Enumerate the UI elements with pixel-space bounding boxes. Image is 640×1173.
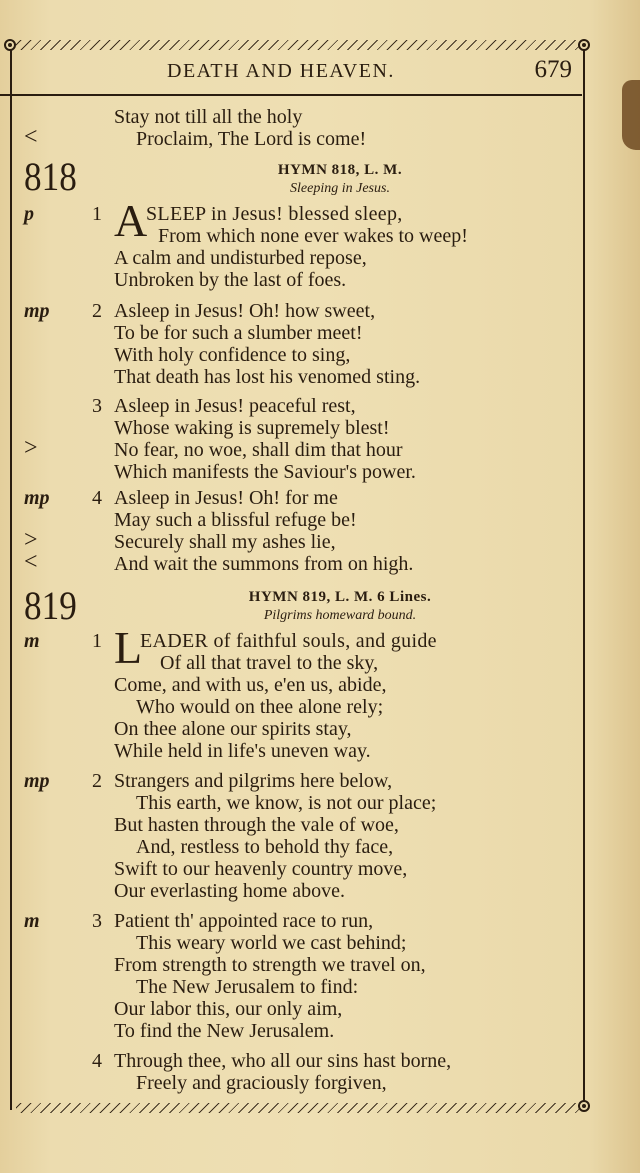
hymn-title: HYMN 819, L. M. 6 Lines. xyxy=(248,589,432,605)
verse-line: Strangers and pilgrims here below, xyxy=(114,770,393,792)
page-number: 679 xyxy=(534,56,572,83)
verse-line: Which manifests the Saviour's power. xyxy=(114,461,416,483)
carryover-line: Stay not till all the holy xyxy=(114,106,303,128)
hymn-number: 818 xyxy=(24,154,77,199)
top-border xyxy=(16,40,582,50)
corner-ornament xyxy=(4,39,16,51)
verse-line: From which none ever wakes to weep! xyxy=(158,225,468,247)
verse-number: 3 xyxy=(92,395,102,417)
drop-cap: L xyxy=(114,622,143,673)
verse-number: 3 xyxy=(92,910,102,932)
left-border xyxy=(10,44,12,1110)
verse-line: Through thee, who all our sins hast borne, xyxy=(114,1050,452,1072)
verse-line: May such a blissful refuge be! xyxy=(114,509,357,531)
verse-line: Who would on thee alone rely; xyxy=(136,696,384,718)
hymn-title: HYMN 818, L. M. xyxy=(277,162,403,178)
verse-line: Swift to our heavenly country move, xyxy=(114,858,408,880)
verse-line: But hasten through the vale of woe, xyxy=(114,814,399,836)
verse-line: And wait the summons from on high. xyxy=(114,553,414,575)
verse-number: 2 xyxy=(92,770,102,792)
dynamic-mark: mp xyxy=(24,487,50,509)
dynamic-mark: p xyxy=(24,203,34,225)
running-header xyxy=(112,58,572,94)
verse-line: A calm and undisturbed repose, xyxy=(114,247,367,269)
hymn-subtitle: Sleeping in Jesus. xyxy=(290,181,390,196)
verse-line: Our labor this, our only aim, xyxy=(114,998,343,1020)
dynamic-mark: < xyxy=(24,124,38,150)
verse-line: No fear, no woe, shall dim that hour xyxy=(114,439,403,461)
verse-number: 1 xyxy=(92,630,102,652)
verse-line: Freely and graciously forgiven, xyxy=(136,1072,387,1094)
verse-line: On thee alone our spirits stay, xyxy=(114,718,352,740)
verse-line: This weary world we cast behind; xyxy=(136,932,407,954)
dynamic-mark: m xyxy=(24,630,40,652)
verse-line: From strength to strength we travel on, xyxy=(114,954,426,976)
verse-line: Asleep in Jesus! Oh! how sweet, xyxy=(114,300,376,322)
header-rule xyxy=(0,94,582,96)
dynamic-mark: > xyxy=(24,527,38,553)
verse-line: With holy confidence to sing, xyxy=(114,344,351,366)
verse-line: Securely shall my ashes lie, xyxy=(114,531,336,553)
corner-ornament xyxy=(578,39,590,51)
verse-number: 2 xyxy=(92,300,102,322)
corner-ornament xyxy=(578,1100,590,1112)
dynamic-mark: mp xyxy=(24,770,50,792)
dynamic-mark: mp xyxy=(24,300,50,322)
verse-line: Unbroken by the last of foes. xyxy=(114,269,347,291)
drop-cap: A xyxy=(114,195,148,246)
header-title: DEATH AND HEAVEN. xyxy=(167,60,395,82)
carryover-line: Proclaim, The Lord is come! xyxy=(136,128,367,150)
verse-line: Come, and with us, e'en us, abide, xyxy=(114,674,387,696)
dynamic-mark: m xyxy=(24,910,40,932)
verse-line: Asleep in Jesus! peaceful rest, xyxy=(114,395,356,417)
verse-line: The New Jerusalem to find: xyxy=(136,976,359,998)
verse-line: Patient th' appointed race to run, xyxy=(114,910,374,932)
hymn-number: 819 xyxy=(24,583,77,628)
bottom-border xyxy=(16,1103,582,1113)
verse-line: To be for such a slumber meet! xyxy=(114,322,363,344)
verse-line: To find the New Jerusalem. xyxy=(114,1020,335,1042)
dynamic-mark: < xyxy=(24,549,38,575)
verse-line: Whose waking is supremely blest! xyxy=(114,417,390,439)
verse-line: SLEEP in Jesus! blessed sleep, xyxy=(146,203,403,225)
verse-number: 4 xyxy=(92,1050,102,1072)
verse-number: 4 xyxy=(92,487,102,509)
verse-line: That death has lost his venomed sting. xyxy=(114,366,421,388)
verse-line: EADER of faithful souls, and guide xyxy=(140,630,437,652)
verse-number: 1 xyxy=(92,203,102,225)
verse-line: This earth, we know, is not our place; xyxy=(136,792,437,814)
edge-stain xyxy=(622,80,640,150)
verse-line: While held in life's uneven way. xyxy=(114,740,371,762)
verse-line: Of all that travel to the sky, xyxy=(160,652,379,674)
verse-line: Our everlasting home above. xyxy=(114,880,346,902)
verse-line: Asleep in Jesus! Oh! for me xyxy=(114,487,338,509)
verse-line: And, restless to behold thy face, xyxy=(136,836,394,858)
hymn-subtitle: Pilgrims homeward bound. xyxy=(263,608,417,623)
dynamic-mark: > xyxy=(24,435,38,461)
right-border xyxy=(583,44,585,1110)
